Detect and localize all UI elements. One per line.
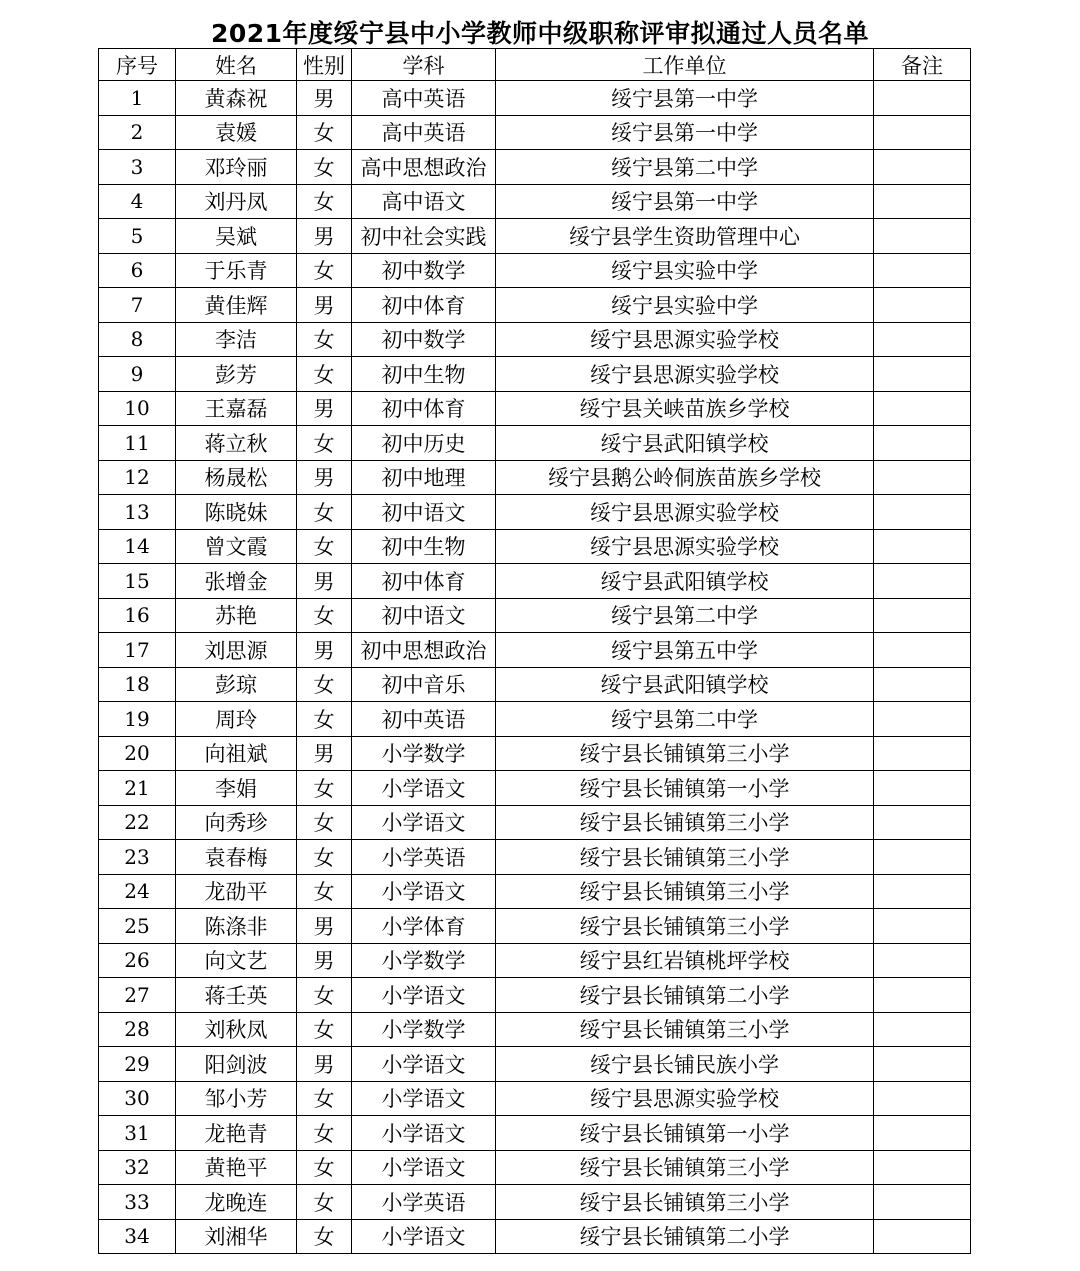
cell-remarks bbox=[874, 391, 971, 426]
cell-serial: 20 bbox=[99, 736, 176, 771]
header-name: 姓名 bbox=[176, 49, 297, 81]
cell-subject: 初中体育 bbox=[352, 564, 496, 599]
cell-subject: 小学语文 bbox=[352, 978, 496, 1013]
cell-serial: 9 bbox=[99, 357, 176, 392]
cell-serial: 10 bbox=[99, 391, 176, 426]
cell-subject: 初中数学 bbox=[352, 253, 496, 288]
cell-serial: 13 bbox=[99, 495, 176, 530]
cell-name: 阳剑波 bbox=[176, 1047, 297, 1082]
table-row bbox=[99, 805, 971, 840]
cell-name: 陈涤非 bbox=[176, 909, 297, 944]
table-row bbox=[99, 1012, 971, 1047]
cell-name: 向文艺 bbox=[176, 943, 297, 978]
header-serial: 序号 bbox=[99, 49, 176, 81]
cell-workplace: 绥宁县思源实验学校 bbox=[496, 357, 874, 392]
cell-serial: 17 bbox=[99, 633, 176, 668]
document-title: 2021年度绥宁县中小学教师中级职称评审拟通过人员名单 bbox=[210, 19, 870, 48]
cell-workplace: 绥宁县长铺镇第一小学 bbox=[496, 1116, 874, 1151]
cell-remarks bbox=[874, 805, 971, 840]
table-row bbox=[99, 391, 971, 426]
cell-workplace: 绥宁县第二中学 bbox=[496, 702, 874, 737]
cell-gender: 男 bbox=[297, 460, 352, 495]
cell-name: 杨晟松 bbox=[176, 460, 297, 495]
cell-serial: 34 bbox=[99, 1219, 176, 1254]
cell-remarks bbox=[874, 1116, 971, 1151]
cell-workplace: 绥宁县武阳镇学校 bbox=[496, 667, 874, 702]
cell-serial: 31 bbox=[99, 1116, 176, 1151]
cell-serial: 23 bbox=[99, 840, 176, 875]
cell-name: 邓玲丽 bbox=[176, 150, 297, 185]
cell-name: 陈晓妹 bbox=[176, 495, 297, 530]
cell-name: 向秀珍 bbox=[176, 805, 297, 840]
table-body bbox=[99, 81, 971, 1254]
table-row bbox=[99, 1047, 971, 1082]
cell-serial: 11 bbox=[99, 426, 176, 461]
cell-gender: 女 bbox=[297, 771, 352, 806]
cell-serial: 25 bbox=[99, 909, 176, 944]
cell-name: 龙晚连 bbox=[176, 1185, 297, 1220]
cell-gender: 女 bbox=[297, 322, 352, 357]
cell-remarks bbox=[874, 1012, 971, 1047]
table-row bbox=[99, 288, 971, 323]
cell-subject: 小学数学 bbox=[352, 943, 496, 978]
cell-name: 王嘉磊 bbox=[176, 391, 297, 426]
cell-remarks bbox=[874, 253, 971, 288]
cell-gender: 男 bbox=[297, 219, 352, 254]
table-row bbox=[99, 702, 971, 737]
cell-remarks bbox=[874, 702, 971, 737]
cell-serial: 6 bbox=[99, 253, 176, 288]
cell-gender: 男 bbox=[297, 1047, 352, 1082]
cell-subject: 小学语文 bbox=[352, 771, 496, 806]
cell-gender: 女 bbox=[297, 978, 352, 1013]
cell-serial: 12 bbox=[99, 460, 176, 495]
table-row bbox=[99, 115, 971, 150]
table-row bbox=[99, 840, 971, 875]
cell-remarks bbox=[874, 288, 971, 323]
cell-subject: 初中地理 bbox=[352, 460, 496, 495]
cell-name: 黄森祝 bbox=[176, 81, 297, 116]
cell-name: 黄艳平 bbox=[176, 1150, 297, 1185]
table-row bbox=[99, 150, 971, 185]
cell-serial: 4 bbox=[99, 184, 176, 219]
cell-workplace: 绥宁县实验中学 bbox=[496, 288, 874, 323]
cell-workplace: 绥宁县红岩镇桃坪学校 bbox=[496, 943, 874, 978]
table-row bbox=[99, 322, 971, 357]
cell-workplace: 绥宁县第一中学 bbox=[496, 115, 874, 150]
cell-workplace: 绥宁县思源实验学校 bbox=[496, 495, 874, 530]
cell-workplace: 绥宁县长铺镇第二小学 bbox=[496, 1219, 874, 1254]
cell-subject: 初中数学 bbox=[352, 322, 496, 357]
cell-gender: 女 bbox=[297, 840, 352, 875]
cell-remarks bbox=[874, 322, 971, 357]
table-row bbox=[99, 495, 971, 530]
table-row bbox=[99, 1081, 971, 1116]
cell-name: 吴斌 bbox=[176, 219, 297, 254]
cell-remarks bbox=[874, 1047, 971, 1082]
cell-remarks bbox=[874, 736, 971, 771]
cell-gender: 男 bbox=[297, 288, 352, 323]
cell-name: 苏艳 bbox=[176, 598, 297, 633]
header-remarks: 备注 bbox=[874, 49, 971, 81]
cell-serial: 27 bbox=[99, 978, 176, 1013]
cell-name: 刘丹凤 bbox=[176, 184, 297, 219]
cell-subject: 初中语文 bbox=[352, 598, 496, 633]
cell-subject: 高中思想政治 bbox=[352, 150, 496, 185]
cell-workplace: 绥宁县第一中学 bbox=[496, 184, 874, 219]
table-row bbox=[99, 357, 971, 392]
cell-gender: 女 bbox=[297, 495, 352, 530]
cell-name: 蒋壬英 bbox=[176, 978, 297, 1013]
cell-subject: 初中音乐 bbox=[352, 667, 496, 702]
cell-remarks bbox=[874, 771, 971, 806]
cell-serial: 5 bbox=[99, 219, 176, 254]
cell-remarks bbox=[874, 529, 971, 564]
table-row bbox=[99, 771, 971, 806]
cell-gender: 男 bbox=[297, 391, 352, 426]
cell-remarks bbox=[874, 115, 971, 150]
cell-remarks bbox=[874, 667, 971, 702]
cell-workplace: 绥宁县长铺镇第三小学 bbox=[496, 909, 874, 944]
cell-workplace: 绥宁县长铺镇第三小学 bbox=[496, 874, 874, 909]
cell-remarks bbox=[874, 150, 971, 185]
cell-subject: 初中体育 bbox=[352, 288, 496, 323]
cell-workplace: 绥宁县思源实验学校 bbox=[496, 529, 874, 564]
cell-remarks bbox=[874, 1150, 971, 1185]
table-row bbox=[99, 874, 971, 909]
cell-subject: 小学语文 bbox=[352, 805, 496, 840]
cell-remarks bbox=[874, 943, 971, 978]
cell-subject: 小学数学 bbox=[352, 1012, 496, 1047]
cell-name: 周玲 bbox=[176, 702, 297, 737]
header-subject: 学科 bbox=[352, 49, 496, 81]
cell-gender: 女 bbox=[297, 529, 352, 564]
table-row bbox=[99, 460, 971, 495]
cell-subject: 小学语文 bbox=[352, 1047, 496, 1082]
cell-subject: 小学语文 bbox=[352, 1150, 496, 1185]
cell-remarks bbox=[874, 874, 971, 909]
cell-subject: 小学语文 bbox=[352, 1219, 496, 1254]
cell-gender: 女 bbox=[297, 184, 352, 219]
cell-name: 龙劭平 bbox=[176, 874, 297, 909]
cell-subject: 初中历史 bbox=[352, 426, 496, 461]
cell-subject: 初中思想政治 bbox=[352, 633, 496, 668]
cell-gender: 女 bbox=[297, 1012, 352, 1047]
table-row bbox=[99, 81, 971, 116]
cell-workplace: 绥宁县第二中学 bbox=[496, 150, 874, 185]
table-row bbox=[99, 184, 971, 219]
cell-workplace: 绥宁县长铺镇第三小学 bbox=[496, 1012, 874, 1047]
cell-gender: 女 bbox=[297, 1116, 352, 1151]
cell-serial: 8 bbox=[99, 322, 176, 357]
cell-name: 曾文霞 bbox=[176, 529, 297, 564]
cell-name: 刘秋凤 bbox=[176, 1012, 297, 1047]
cell-serial: 15 bbox=[99, 564, 176, 599]
cell-gender: 女 bbox=[297, 1150, 352, 1185]
cell-subject: 小学语文 bbox=[352, 874, 496, 909]
cell-serial: 32 bbox=[99, 1150, 176, 1185]
cell-serial: 33 bbox=[99, 1185, 176, 1220]
cell-workplace: 绥宁县长铺镇第三小学 bbox=[496, 1150, 874, 1185]
cell-gender: 女 bbox=[297, 150, 352, 185]
cell-remarks bbox=[874, 564, 971, 599]
cell-serial: 29 bbox=[99, 1047, 176, 1082]
cell-gender: 女 bbox=[297, 598, 352, 633]
cell-workplace: 绥宁县长铺民族小学 bbox=[496, 1047, 874, 1082]
cell-remarks bbox=[874, 219, 971, 254]
cell-serial: 1 bbox=[99, 81, 176, 116]
cell-serial: 22 bbox=[99, 805, 176, 840]
cell-name: 彭琼 bbox=[176, 667, 297, 702]
cell-remarks bbox=[874, 598, 971, 633]
table-row bbox=[99, 736, 971, 771]
cell-gender: 女 bbox=[297, 1081, 352, 1116]
cell-remarks bbox=[874, 909, 971, 944]
header-gender: 性别 bbox=[297, 49, 352, 81]
cell-remarks bbox=[874, 357, 971, 392]
header-workplace: 工作单位 bbox=[496, 49, 874, 81]
cell-serial: 14 bbox=[99, 529, 176, 564]
table-row bbox=[99, 253, 971, 288]
cell-gender: 女 bbox=[297, 1219, 352, 1254]
cell-remarks bbox=[874, 1185, 971, 1220]
cell-workplace: 绥宁县长铺镇第一小学 bbox=[496, 771, 874, 806]
cell-workplace: 绥宁县关峡苗族乡学校 bbox=[496, 391, 874, 426]
cell-subject: 小学语文 bbox=[352, 1116, 496, 1151]
cell-workplace: 绥宁县思源实验学校 bbox=[496, 322, 874, 357]
table-row bbox=[99, 564, 971, 599]
cell-remarks bbox=[874, 633, 971, 668]
cell-workplace: 绥宁县第二中学 bbox=[496, 598, 874, 633]
table-row bbox=[99, 219, 971, 254]
cell-subject: 高中语文 bbox=[352, 184, 496, 219]
cell-subject: 小学语文 bbox=[352, 1081, 496, 1116]
cell-workplace: 绥宁县武阳镇学校 bbox=[496, 426, 874, 461]
cell-serial: 24 bbox=[99, 874, 176, 909]
cell-remarks bbox=[874, 184, 971, 219]
table-row bbox=[99, 667, 971, 702]
table-row bbox=[99, 943, 971, 978]
cell-remarks bbox=[874, 81, 971, 116]
cell-workplace: 绥宁县实验中学 bbox=[496, 253, 874, 288]
cell-subject: 高中英语 bbox=[352, 115, 496, 150]
candidate-table bbox=[98, 48, 971, 1254]
cell-workplace: 绥宁县长铺镇第二小学 bbox=[496, 978, 874, 1013]
cell-name: 张增金 bbox=[176, 564, 297, 599]
table-row bbox=[99, 529, 971, 564]
cell-serial: 2 bbox=[99, 115, 176, 150]
cell-name: 邹小芳 bbox=[176, 1081, 297, 1116]
cell-gender: 女 bbox=[297, 1185, 352, 1220]
cell-gender: 男 bbox=[297, 943, 352, 978]
cell-gender: 男 bbox=[297, 736, 352, 771]
cell-subject: 初中体育 bbox=[352, 391, 496, 426]
cell-remarks bbox=[874, 978, 971, 1013]
cell-name: 彭芳 bbox=[176, 357, 297, 392]
table-row bbox=[99, 598, 971, 633]
cell-workplace: 绥宁县学生资助管理中心 bbox=[496, 219, 874, 254]
cell-name: 李洁 bbox=[176, 322, 297, 357]
cell-name: 于乐青 bbox=[176, 253, 297, 288]
table-header-row bbox=[99, 49, 971, 81]
cell-workplace: 绥宁县长铺镇第三小学 bbox=[496, 805, 874, 840]
cell-gender: 男 bbox=[297, 81, 352, 116]
table-row bbox=[99, 1185, 971, 1220]
cell-gender: 女 bbox=[297, 702, 352, 737]
cell-workplace: 绥宁县鹅公岭侗族苗族乡学校 bbox=[496, 460, 874, 495]
cell-name: 袁春梅 bbox=[176, 840, 297, 875]
cell-serial: 7 bbox=[99, 288, 176, 323]
cell-workplace: 绥宁县第一中学 bbox=[496, 81, 874, 116]
cell-subject: 小学数学 bbox=[352, 736, 496, 771]
table-row bbox=[99, 909, 971, 944]
cell-subject: 初中社会实践 bbox=[352, 219, 496, 254]
cell-subject: 初中生物 bbox=[352, 357, 496, 392]
cell-gender: 女 bbox=[297, 667, 352, 702]
cell-gender: 女 bbox=[297, 115, 352, 150]
cell-name: 李娟 bbox=[176, 771, 297, 806]
cell-name: 向祖斌 bbox=[176, 736, 297, 771]
table-row bbox=[99, 633, 971, 668]
cell-name: 刘湘华 bbox=[176, 1219, 297, 1254]
cell-gender: 女 bbox=[297, 357, 352, 392]
cell-gender: 女 bbox=[297, 426, 352, 461]
cell-subject: 初中生物 bbox=[352, 529, 496, 564]
table-row bbox=[99, 1116, 971, 1151]
cell-gender: 男 bbox=[297, 564, 352, 599]
cell-gender: 女 bbox=[297, 253, 352, 288]
cell-gender: 男 bbox=[297, 909, 352, 944]
cell-subject: 高中英语 bbox=[352, 81, 496, 116]
cell-workplace: 绥宁县长铺镇第三小学 bbox=[496, 840, 874, 875]
cell-remarks bbox=[874, 426, 971, 461]
cell-name: 蒋立秋 bbox=[176, 426, 297, 461]
cell-remarks bbox=[874, 840, 971, 875]
cell-remarks bbox=[874, 460, 971, 495]
cell-name: 刘思源 bbox=[176, 633, 297, 668]
cell-serial: 28 bbox=[99, 1012, 176, 1047]
cell-name: 袁媛 bbox=[176, 115, 297, 150]
cell-name: 黄佳辉 bbox=[176, 288, 297, 323]
cell-serial: 16 bbox=[99, 598, 176, 633]
cell-remarks bbox=[874, 1081, 971, 1116]
cell-remarks bbox=[874, 495, 971, 530]
cell-workplace: 绥宁县第五中学 bbox=[496, 633, 874, 668]
cell-serial: 26 bbox=[99, 943, 176, 978]
cell-workplace: 绥宁县长铺镇第三小学 bbox=[496, 1185, 874, 1220]
cell-remarks bbox=[874, 1219, 971, 1254]
table-row bbox=[99, 978, 971, 1013]
cell-gender: 女 bbox=[297, 805, 352, 840]
cell-subject: 初中英语 bbox=[352, 702, 496, 737]
table-row bbox=[99, 1219, 971, 1254]
cell-serial: 21 bbox=[99, 771, 176, 806]
table-row bbox=[99, 1150, 971, 1185]
cell-subject: 小学英语 bbox=[352, 840, 496, 875]
cell-serial: 30 bbox=[99, 1081, 176, 1116]
cell-name: 龙艳青 bbox=[176, 1116, 297, 1151]
cell-workplace: 绥宁县思源实验学校 bbox=[496, 1081, 874, 1116]
cell-gender: 女 bbox=[297, 874, 352, 909]
cell-serial: 3 bbox=[99, 150, 176, 185]
cell-workplace: 绥宁县武阳镇学校 bbox=[496, 564, 874, 599]
cell-subject: 小学英语 bbox=[352, 1185, 496, 1220]
cell-serial: 19 bbox=[99, 702, 176, 737]
cell-subject: 初中语文 bbox=[352, 495, 496, 530]
cell-workplace: 绥宁县长铺镇第三小学 bbox=[496, 736, 874, 771]
cell-serial: 18 bbox=[99, 667, 176, 702]
cell-gender: 男 bbox=[297, 633, 352, 668]
cell-subject: 小学体育 bbox=[352, 909, 496, 944]
table-row bbox=[99, 426, 971, 461]
